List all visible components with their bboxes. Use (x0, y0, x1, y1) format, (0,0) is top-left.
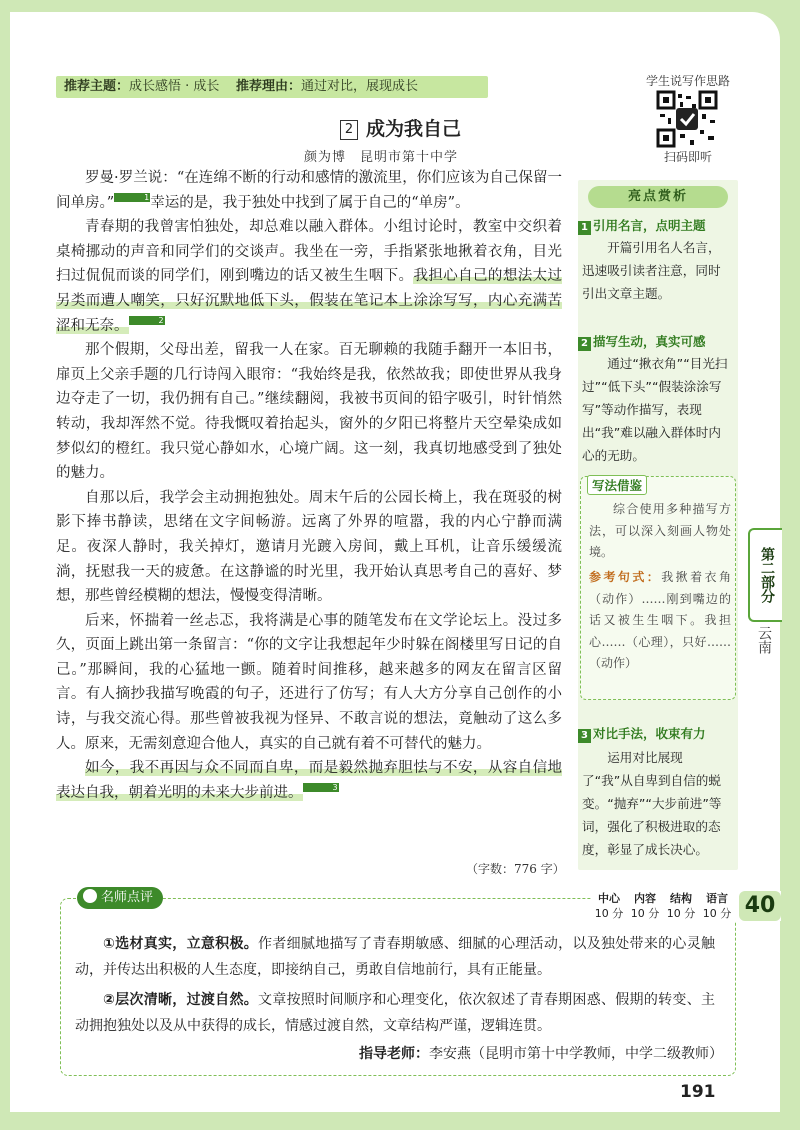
qr-caption: 学生说写作思路 (646, 74, 731, 88)
qr-code-icon[interactable] (656, 90, 718, 148)
recommend-bar (56, 76, 488, 98)
writing-tip-tag: 写法借鉴 (587, 475, 647, 495)
score-cell: 中心 10 分 (594, 892, 624, 920)
essay-paragraph-6: 如今，我不再因与众不同而自卑，而是毅然抛弃胆怯与不安，从容自信地表达自我，朝着光明的未来大步前进。 3 (56, 760, 562, 801)
score-table (591, 891, 781, 921)
essay-paragraph-3: 那个假期，父母出差，留我一人在家。百无聊赖的我随手翻开一本旧书，扉页上父亲手题的几行诗闯入眼帘：“我始终是我，依然故我；即使世界从我身边夺走了一切，我仍拥有自己。”继续翻阅，我被书页间的铅字吸引，时针悄然转动，我却浑然不觉。待我慨叹着抬起头，窗外的夕阳已将整片天空晕染成如梦似幻的橙红。我只觉心静如水，心境广阔。这一刻，我真切地感受到了独处的魅力。 (56, 342, 562, 482)
page-number: 191 (680, 1082, 716, 1102)
person-icon (83, 889, 97, 903)
essay-paragraph-5: 后来，怀揣着一丝忐忑，我将满是心事的随笔发布在文学论坛上。没过多久，页面上跳出第一条留言：“你的文字让我想起年少时躲在阁楼里写日记的自己。”那瞬间，我的心猛地一颤。随着时间推移，越来越多的网友在留言区留言。有人摘抄我描写晚霞的句子，还进行了仿写；有人大方分享自己创作的小诗，与我交流心得。那些曾被我视为怪异、不敢言说的想法，竟触动了这么多人。原来，无需刻意迎合他人，真实的自己就有着不可替代的魅力。 (56, 612, 562, 752)
annotation-marker-1: 1 (114, 193, 150, 202)
essay-paragraph-2: 青春期的我曾害怕独处，却总难以融入群体。小组讨论时，教室中交织着桌椅挪动的声音和同学们的交谈声。我坐在一旁，手指紧张地揪着衣角，目光扫过侃侃而谈的同学们，刚到嘴边的话又被生生咽下。我担心自己的想法太过另类而遭人嘲笑，只好沉默地低下头，假装在笔记本上涂涂写写，内心充满苦涩和无奈。 2 (56, 219, 562, 334)
essay-number: 2 (340, 120, 358, 140)
annotation-marker-2: 2 (129, 316, 165, 325)
score-cell: 结构 10 分 (666, 892, 696, 920)
section-tab: 第二部分 (748, 528, 782, 622)
sidebar-section-2-text: 通过“揪衣角”“目光扫过”“低下头”“假装涂涂写写”等动作描写，表现出“我”难以融入群体时内心的无助。 (582, 356, 728, 463)
sidebar-section-3-text: 运用对比展现了“我”从自卑到自信的蜕变。“抛弃”“大步前进”等词，强化了积极进取的态度，彰显了成长决心。 (582, 750, 722, 857)
highlights-sidebar (578, 180, 738, 870)
sidebar-section-3-title: 3 对比手法，收束有力 (578, 724, 706, 743)
essay-body (56, 166, 562, 805)
annotation-marker-3: 3 (303, 783, 339, 792)
writing-tip-box (580, 476, 736, 700)
region-label: 云南 (756, 626, 772, 654)
reference-sentence: 参考句式：我揪着衣角（动作）……刚到嘴边的话又被生生咽下。我担心……（心理），只好……（动作） (589, 570, 731, 670)
sidebar-section-1-title: 1 引用名言，点明主题 (578, 216, 706, 235)
word-count: （字数：776 字） (466, 862, 565, 876)
reason-label: 推荐理由： (235, 79, 301, 94)
essay-author: 颜为博 昆明市第十中学 (304, 150, 459, 165)
score-cell: 内容 10 分 (630, 892, 660, 920)
review-tag: 名师点评 (77, 887, 163, 909)
topic-value: 成长感悟 · 成长 (129, 79, 220, 94)
review-point-1: ①选材真实，立意积极。作者细腻地描写了青春期敏感、细腻的心理活动，以及独处带来的心灵触动，并传达出积极的人生态度，即接纳自己，勇敢自信地前行，具有正能量。 (75, 936, 716, 978)
sidebar-section-2-title: 2 描写生动，真实可感 (578, 332, 706, 351)
qr-scan-hint: 扫码即听 (664, 150, 713, 164)
topic-label: 推荐主题： (64, 79, 130, 94)
essay-title-text: 成为我自己 (366, 118, 462, 140)
essay-paragraph-4: 自那以后，我学会主动拥抱独处。周末午后的公园长椅上，我在斑驳的树影下捧书静读，思绪在文字间畅游。远离了外界的喧嚣，我的内心宁静而满足。夜深人静时，我关掉灯，邀请月光踱入房间，戴上耳机，让音乐缓缓流淌，抚慰我一天的疲惫。在这静谧的时光里，我开始认真思考自己的喜好、梦想，那些曾经模糊的想法，慢慢变得清晰。 (56, 489, 562, 605)
sidebar-heading: 亮点赏析 (588, 186, 728, 208)
reason-value: 通过对比，展现成长 (300, 79, 418, 94)
total-score: 40 (739, 891, 781, 921)
essay-title (340, 114, 461, 141)
sidebar-section-1-text: 开篇引用名人名言，迅速吸引读者注意，同时引出文章主题。 (582, 240, 721, 301)
essay-paragraph-1: 罗曼·罗兰说：“在连绵不断的行动和感情的激流里，你们应该为自己保留一间单房。” 1幸运的是，我于独处中找到了属于自己的“单房”。 (56, 170, 562, 211)
review-point-2: ②层次清晰，过渡自然。文章按照时间顺序和心理变化，依次叙述了青春期困惑、假期的转变、主动拥抱独处以及从中获得的成长，情感过渡自然，文章结构严谨，逻辑连贯。 (75, 992, 716, 1034)
highlighted-sentence: 我担心自己的想法太过另类而遭人嘲笑，只好沉默地低下头，假装在笔记本上涂涂写写，内心充满苦涩和无奈。 (56, 268, 562, 334)
score-cell: 语言 10 分 (702, 892, 732, 920)
writing-tip-text: 综合使用多种描写方法，可以深入刻画人物处境。 (589, 502, 731, 559)
teacher-review-box (60, 890, 776, 1076)
instructor-credit: 指导老师：李安燕（昆明市第十中学教师，中学二级教师） (359, 1046, 723, 1062)
